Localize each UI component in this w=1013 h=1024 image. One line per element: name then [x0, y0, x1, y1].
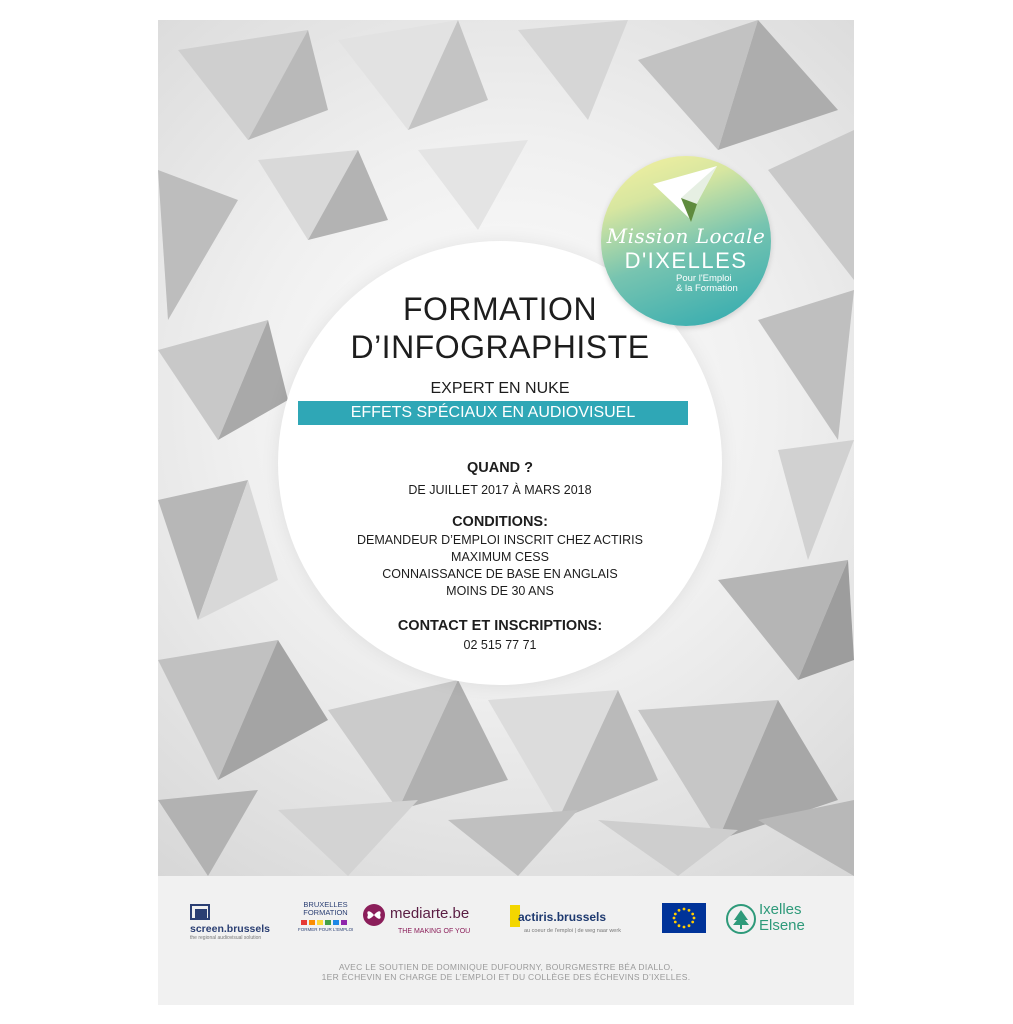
title-line-2: D’INFOGRAPHISTE	[350, 329, 650, 365]
logo-tagline-2: & la Formation	[676, 283, 738, 294]
eu-flag-icon	[662, 903, 706, 933]
subtitle: EXPERT EN NUKE	[430, 380, 570, 397]
condition-item: MAXIMUM CESS	[451, 550, 549, 564]
condition-item: DEMANDEUR D’EMPLOI INSCRIT CHEZ ACTIRIS	[357, 533, 643, 547]
conditions-heading: CONDITIONS:	[452, 514, 548, 530]
ixelles-line-1: Ixelles	[759, 901, 802, 918]
bf-stripes-icon	[301, 919, 351, 926]
contact-phone: 02 515 77 71	[463, 638, 537, 652]
bf-line-1: BRUXELLES	[303, 900, 348, 909]
condition-item: MOINS DE 30 ANS	[446, 584, 554, 598]
partner-mediarte	[363, 901, 493, 941]
contact-heading: CONTACT ET INSCRIPTIONS:	[397, 618, 603, 634]
when-heading: QUAND ?	[466, 460, 534, 476]
screen-brussels-icon	[190, 903, 212, 925]
ixelles-tree-icon	[728, 906, 754, 932]
title-line-1: FORMATION	[402, 291, 598, 327]
credit-line-1: AVEC LE SOUTIEN DE DOMINIQUE DUFOURNY, BOURGMESTRE BÉA DIALLO,	[338, 962, 674, 972]
bf-tagline: FORMER POUR L'EMPLOI	[298, 927, 354, 932]
partner-bruxelles-formation	[298, 901, 353, 941]
mediarte-tagline: THE MAKING OF YOU	[398, 928, 471, 935]
partners-bar	[158, 876, 854, 1005]
logo-tagline-1: Pour l'Emploi	[676, 273, 732, 284]
credit-line-2: 1ER ÉCHEVIN EN CHARGE DE L’EMPLOI ET DU COLLÈGE DES ÉCHEVINS D’IXELLES.	[321, 972, 691, 982]
mediarte-butterfly-icon	[363, 904, 385, 926]
partner-ixelles	[726, 901, 826, 941]
screen-brussels-tagline: the regional audiovisual solution	[190, 935, 262, 941]
logo-line-mission-locale: Mission Locale	[606, 224, 766, 248]
partner-screen-brussels	[190, 901, 285, 941]
page-title	[278, 290, 722, 366]
logo-line-ixelles: D'IXELLES	[624, 248, 748, 273]
poster	[158, 20, 854, 1005]
paper-plane-icon	[651, 164, 721, 226]
actiris-tagline: au coeur de l'emploi | de weg naar werk	[524, 928, 621, 934]
when-text: DE JUILLET 2017 À MARS 2018	[408, 483, 592, 497]
conditions-list	[278, 532, 722, 600]
condition-item: CONNAISSANCE DE BASE EN ANGLAIS	[382, 567, 618, 581]
credit-text	[158, 962, 854, 982]
partner-eu	[662, 901, 706, 941]
partner-actiris	[508, 901, 643, 941]
ixelles-line-2: Elsene	[759, 917, 805, 934]
butterfly-icon	[363, 904, 385, 926]
actiris-name: actiris.brussels	[518, 910, 607, 924]
screen-brussels-name: screen.brussels	[190, 923, 270, 935]
highlight-band: EFFETS SPÉCIAUX EN AUDIOVISUEL	[298, 401, 688, 425]
tree-icon	[726, 904, 756, 934]
mediarte-name: mediarte.be	[390, 905, 470, 922]
bf-line-2: FORMATION	[303, 908, 348, 917]
